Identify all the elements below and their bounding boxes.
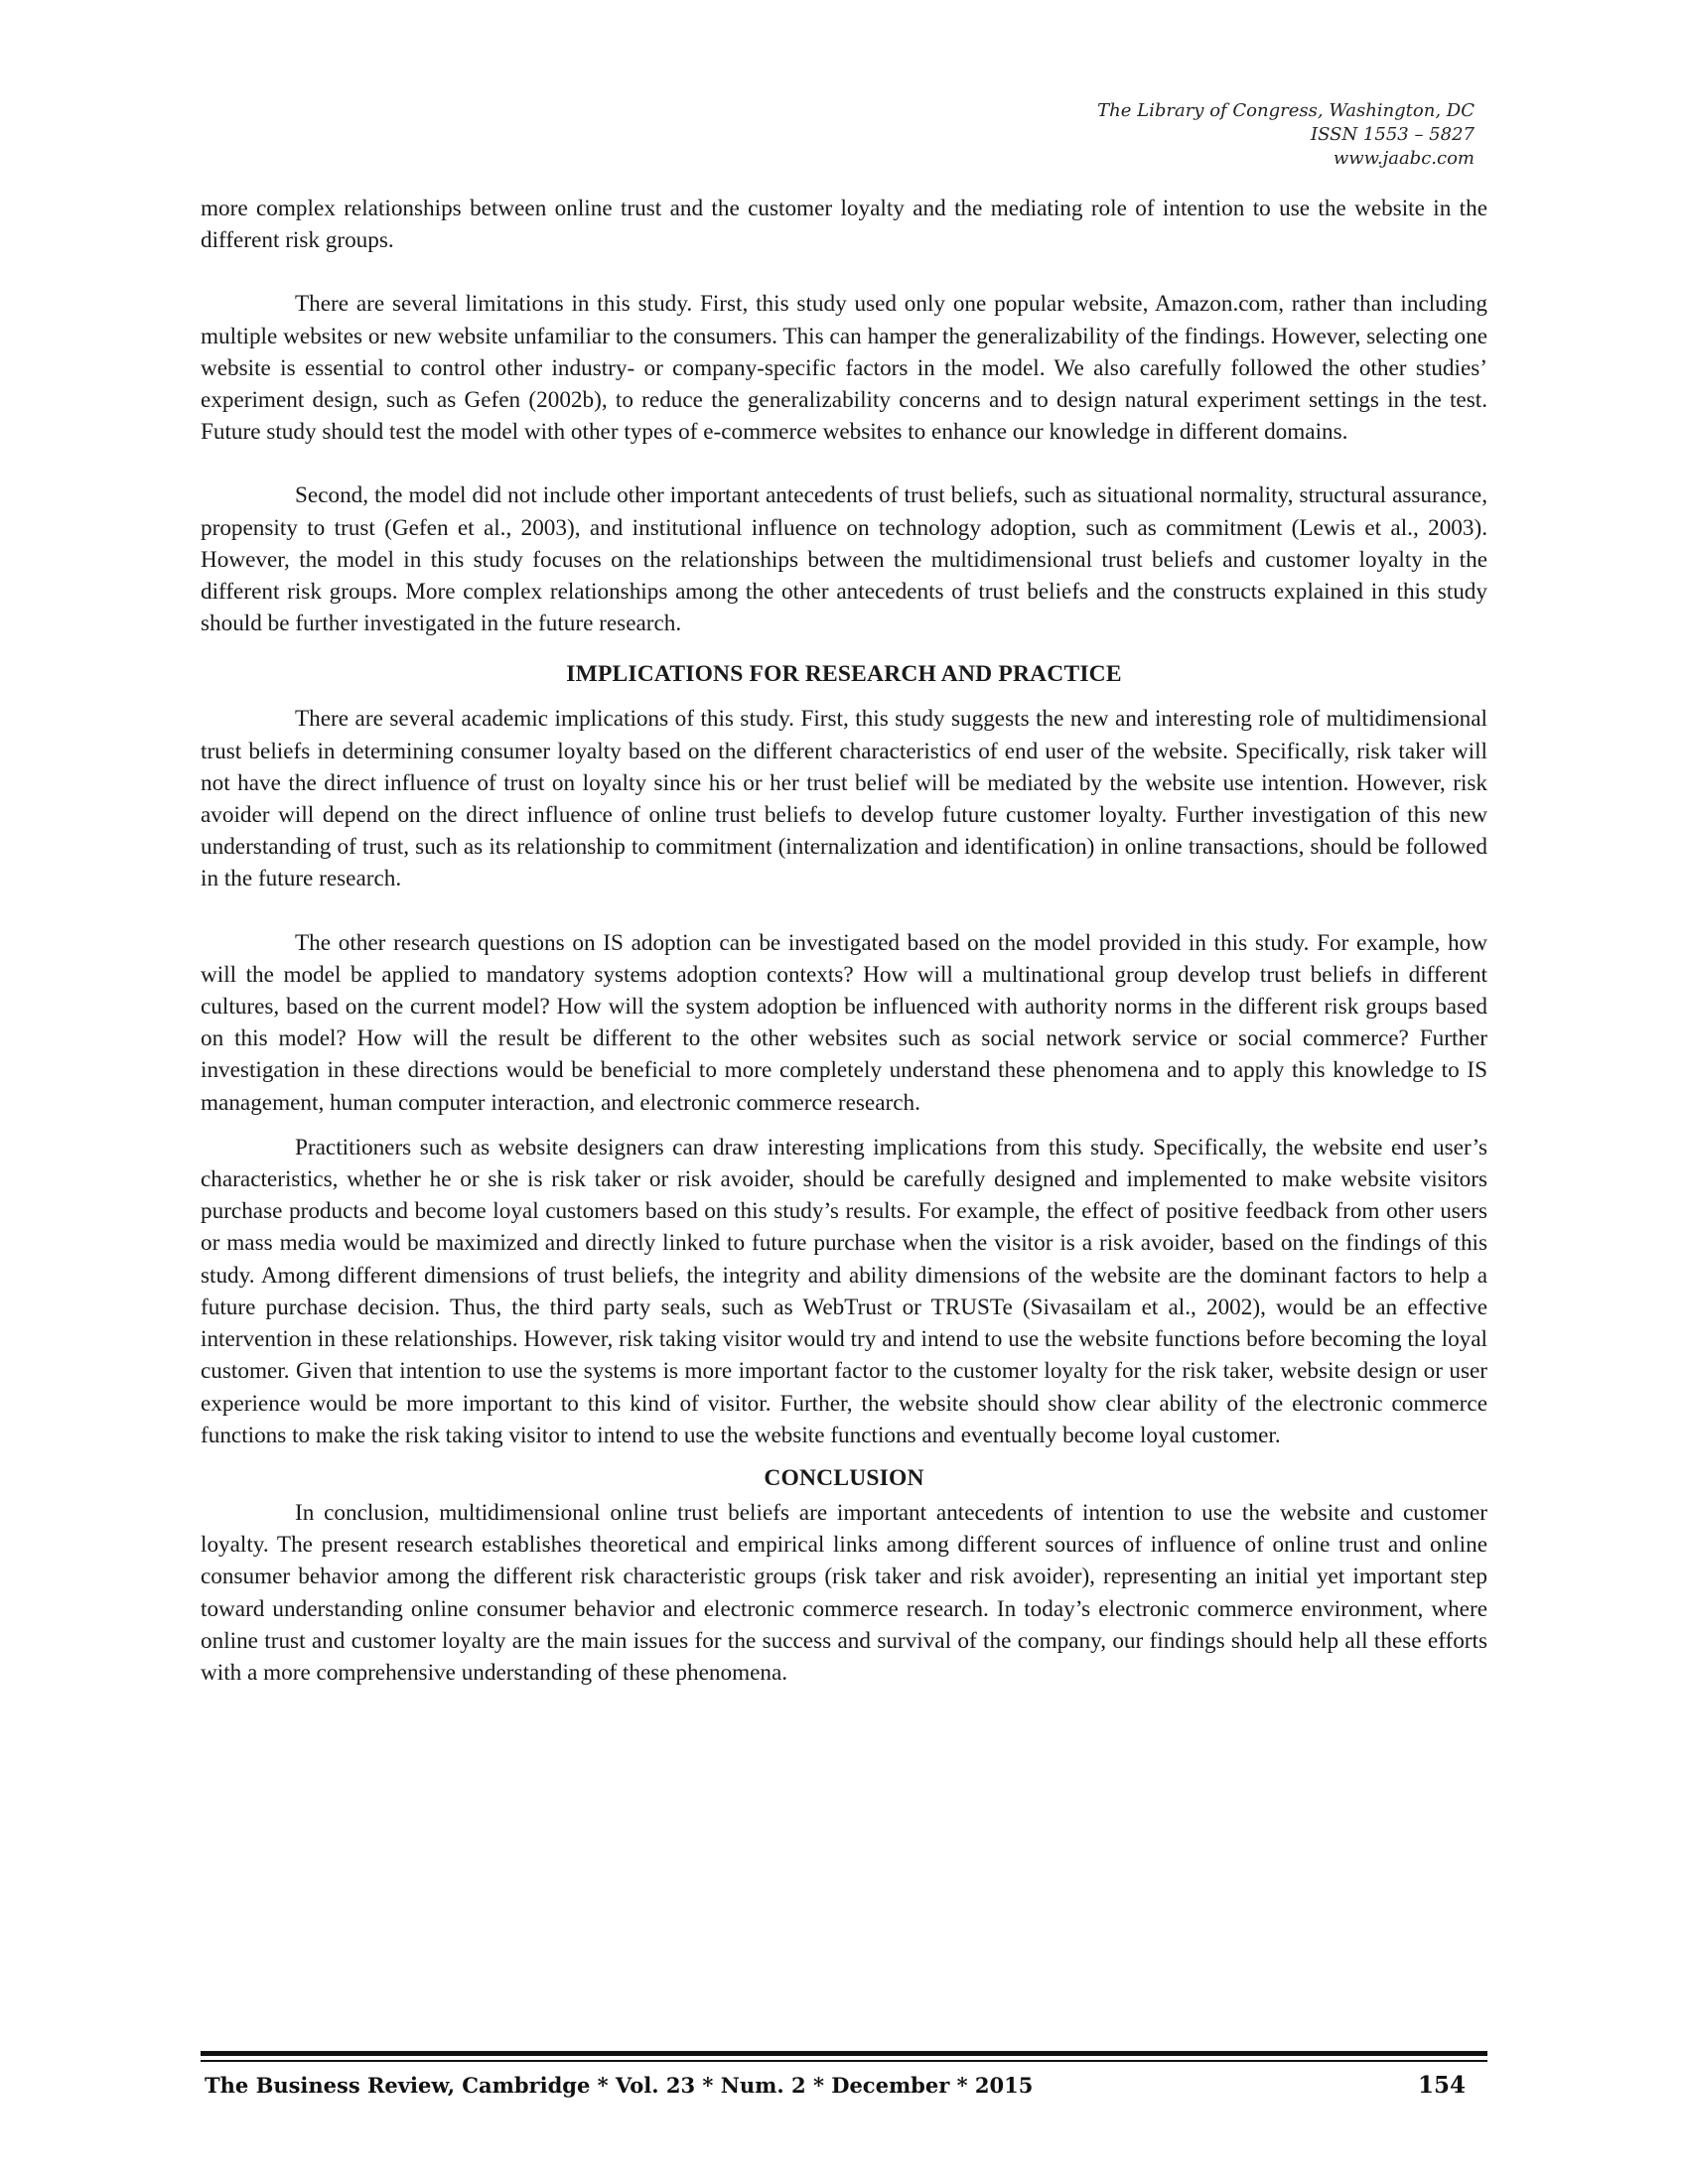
header-publisher: The Library of Congress, Washington, DC xyxy=(1097,100,1475,121)
paragraph-continuation: more complex relationships between online trust and the customer loyalty and the mediating role of intention to use the website in the different risk groups. xyxy=(201,196,1487,254)
paragraph-academic-implications: There are several academic implications of this study. First, this study suggests the new and interesting role of multidimensional trust beliefs in determining consumer loyalty based on the different characteristics of end user of the website. Specifically, risk taker will not have the direct influence of trust on loyalty since his or her trust belief will be mediated by the website use intention. However, risk avoider will depend on the direct influence of online trust beliefs to develop future customer loyalty. Further investigation of this new understanding of trust, such as its relationship to commitment (internalization and identification) in online transactions, should be followed in the future research. xyxy=(201,706,1487,892)
section-heading-implications: IMPLICATIONS FOR RESEARCH AND PRACTICE xyxy=(566,661,1122,688)
footer-journal-citation: The Business Review, Cambridge * Vol. 23 * Num. 2 * December * 2015 xyxy=(205,2073,1034,2098)
section-heading-conclusion: CONCLUSION xyxy=(764,1464,924,1491)
footer-rule-thick xyxy=(201,2051,1487,2056)
running-header xyxy=(1097,99,1475,171)
paragraph-practitioners: Practitioners such as website designers can draw interesting implications from this study. Specifically, the website end user’s characteristics, whether he or she is risk taker or risk avoider, should be carefully designed and implemented to make website visitors purchase products and become loyal customers based on this study’s results. For example, the effect of positive feedback from other users or mass media would be maximized and directly linked to future purchase when the visitor is a risk avoider, based on the findings of this study. Among different dimensions of trust beliefs, the integrity and ability dimensions of the website are the dominant factors to help a future purchase decision. Thus, the third party seals, such as WebTrust or TRUSTe (Sivasailam et al., 2002), would be an effective intervention in these relationships. However, risk taking visitor would try and intend to use the website functions before becoming the loyal customer. Given that intention to use the systems is more important factor to the customer loyalty for the risk taker, website design or user experience would be more important to this kind of visitor. Further, the website should show clear ability of the electronic commerce functions to make the risk taking visitor to intend to use the website functions and eventually become loyal customer. xyxy=(201,1134,1487,1448)
article-body xyxy=(201,193,1487,1689)
paragraph-research-questions: The other research questions on IS adoption can be investigated based on the model provided in this study. For example, how will the model be applied to mandatory systems adoption contexts? How will a multinational group develop trust beliefs in different cultures, based on the current model? How will the system adoption be influenced with authority norms in the different risk groups based on this model? How will the result be different to the other websites such as social network service or social commerce? Further investigation in these directions would be beneficial to more completely understand these phenomena and to apply this knowledge to IS management, human computer interaction, and electronic commerce research. xyxy=(201,929,1487,1116)
header-issn: ISSN 1553 – 5827 xyxy=(1311,124,1475,145)
paragraph-conclusion: In conclusion, multidimensional online trust beliefs are important antecedents of intention to use the website and customer loyalty. The present research establishes theoretical and empirical links among different sources of influence of online trust and online consumer behavior among the different risk characteristic groups (risk taker and risk avoider), representing an initial yet important step toward understanding online consumer behavior and electronic commerce research. In today’s electronic commerce environment, where online trust and customer loyalty are the main issues for the success and survival of the company, our findings should help all these efforts with a more comprehensive understanding of these phenomena. xyxy=(201,1499,1487,1686)
paragraph-limitations-second: Second, the model did not include other important antecedents of trust beliefs, such as situational normality, structural assurance, propensity to trust (Gefen et al., 2003), and institutional influence on technology adoption, such as commitment (Lewis et al., 2003). However, the model in this study focuses on the relationships between the multidimensional trust beliefs and customer loyalty in the different risk groups. More complex relationships among the other antecedents of trust beliefs and the constructs explained in this study should be further investigated in the future research. xyxy=(201,482,1487,637)
header-website: www.jaabc.com xyxy=(1333,148,1475,169)
footer-rule-thin xyxy=(201,2060,1487,2062)
page-number: 154 xyxy=(1417,2072,1466,2099)
paragraph-limitations-first: There are several limitations in this study. First, this study used only one popular website, Amazon.com, rather than including multiple websites or new website unfamiliar to the consumers. This can hamper the generalizability of the findings. However, selecting one website is essential to control other industry- or company-specific factors in the model. We also carefully followed the other studies’ experiment design, such as Gefen (2002b), to reduce the generalizability concerns and to design natural experiment settings in the test. Future study should test the model with other types of e-commerce websites to enhance our knowledge in different domains. xyxy=(201,291,1487,446)
